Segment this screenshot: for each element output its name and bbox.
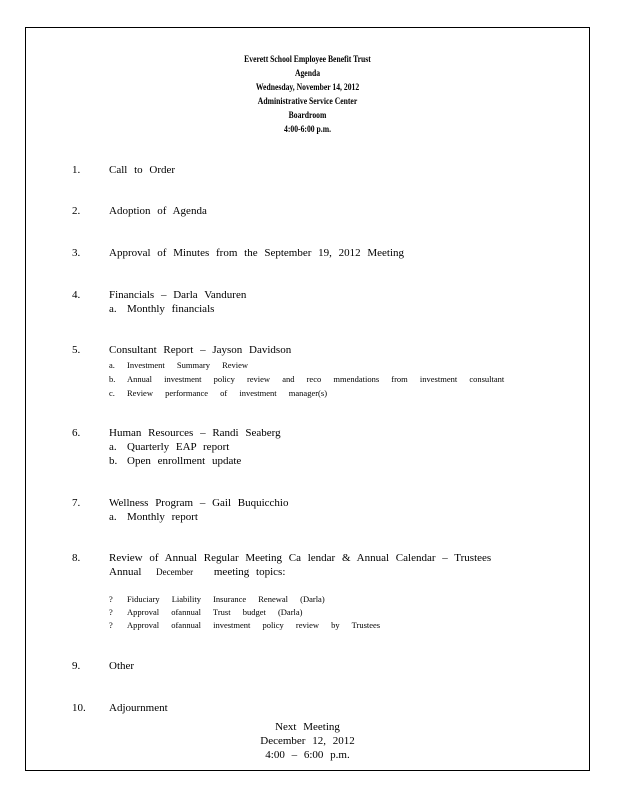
item-text: Consultant Report – Jayson Davidson	[109, 344, 292, 356]
item-text: Call to Order	[109, 164, 176, 176]
item-text: Financials – Darla Vanduren	[109, 289, 247, 301]
agenda-page	[25, 27, 590, 771]
next-meeting-time: 4:00 – 6:00 p.m.	[265, 749, 350, 761]
sub-item-marker: c.	[109, 388, 115, 398]
sub-item-text: Annual investment policy review and reco mmendations from investment consultant	[127, 374, 505, 384]
sub-item-marker: a.	[109, 441, 117, 453]
item-text-december: December	[156, 567, 194, 577]
item-number: 7.	[72, 497, 81, 509]
item-text: Approval of Minutes from the September 19, 2012 Meeting	[109, 247, 405, 259]
agenda-item-8-line2	[109, 566, 285, 579]
item-text-topics: meeting topics:	[213, 566, 286, 578]
sub-item-text: Monthly report	[127, 511, 198, 523]
sub-item-text: Investment Summary Review	[127, 360, 249, 370]
item-number: 4.	[72, 289, 81, 301]
item-text: Human Resources – Randi Seaberg	[109, 427, 281, 439]
sub-item-text: Approval ofannual investment policy review by Trustees	[127, 620, 381, 630]
sub-item	[109, 388, 327, 398]
sub-item	[109, 511, 198, 523]
item-number: 6.	[72, 427, 81, 439]
bullet-glyph: ?	[109, 620, 113, 630]
sub-item	[109, 594, 325, 604]
sub-item-marker: a.	[109, 303, 117, 315]
item-text: Other	[109, 660, 135, 672]
sub-item-text: Quarterly EAP report	[127, 441, 230, 453]
item-text-annual: Annual	[109, 566, 142, 578]
item-number: 2.	[72, 205, 81, 217]
item-text: Adjournment	[109, 702, 168, 714]
header-time: 4:00-6:00 p.m.	[284, 124, 331, 134]
header-trust-name: Everett School Employee Benefit Trust	[244, 54, 371, 64]
sub-item-marker: a.	[109, 511, 117, 523]
header-room: Boardroom	[288, 110, 327, 120]
sub-item-text: Monthly financials	[127, 303, 215, 315]
header-location: Administrative Service Center	[257, 96, 358, 106]
sub-item	[109, 620, 380, 630]
sub-item-text: Fiduciary Liability Insurance Renewal (Darla)	[127, 594, 325, 604]
sub-item	[109, 441, 229, 453]
sub-item-marker: a.	[109, 360, 115, 370]
item-number: 5.	[72, 344, 81, 356]
next-meeting-date: December 12, 2012	[260, 735, 355, 747]
item-number: 1.	[72, 164, 81, 176]
header-title: Agenda	[294, 68, 321, 78]
item-text: Wellness Program – Gail Buquicchio	[109, 497, 289, 509]
next-meeting-label: Next Meeting	[275, 721, 340, 733]
sub-item	[109, 360, 248, 370]
sub-item-text: Open enrollment update	[127, 455, 242, 467]
sub-item-marker: b.	[109, 455, 118, 467]
bullet-glyph: ?	[109, 607, 113, 617]
sub-item	[109, 303, 214, 315]
item-number: 8.	[72, 552, 81, 564]
item-number: 10.	[72, 702, 86, 714]
sub-item-text: Review performance of investment manager(s)	[127, 388, 328, 398]
sub-item	[109, 455, 241, 467]
header-date: Wednesday, November 14, 2012	[255, 82, 360, 92]
sub-item-text: Approval ofannual Trust budget (Darla)	[127, 607, 303, 617]
item-number: 3.	[72, 247, 81, 259]
sub-item-marker: b.	[109, 374, 116, 384]
item-text: Adoption of Agenda	[109, 205, 207, 217]
bullet-glyph: ?	[109, 594, 113, 604]
item-number: 9.	[72, 660, 81, 672]
sub-item	[109, 374, 504, 384]
item-text: Review of Annual Regular Meeting Ca lendar & Annual Calendar – Trustees	[109, 552, 492, 564]
sub-item	[109, 607, 303, 617]
